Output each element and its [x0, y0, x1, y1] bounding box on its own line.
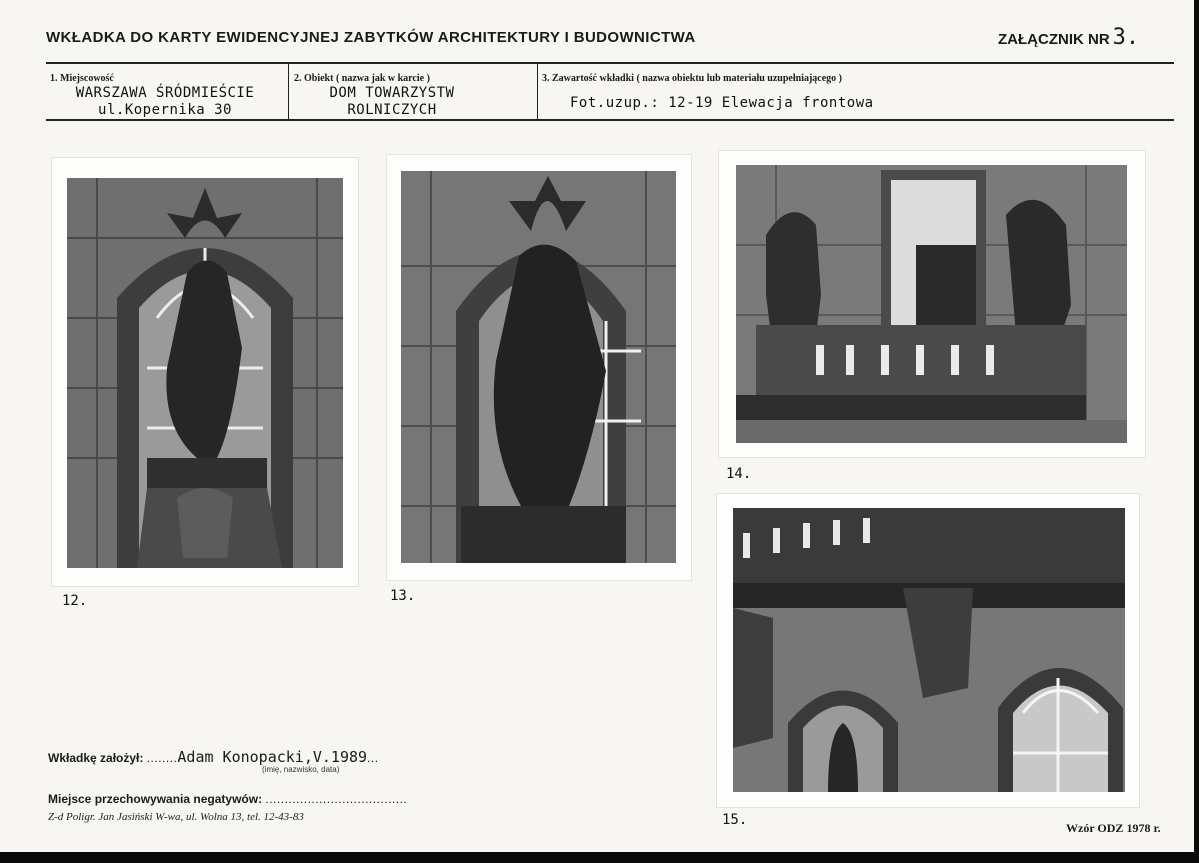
photo-number-15: 15.: [722, 812, 748, 828]
photo-card-12: [52, 158, 358, 586]
negatives-dots: .....................................: [265, 792, 408, 806]
annex-label: [998, 25, 1139, 50]
location-line1: WARSZAWA ŚRÓDMIEŚCIE: [75, 85, 255, 101]
statue-in-window-niche-picture: [401, 171, 676, 563]
author-label: Wkładkę założył:: [48, 751, 144, 765]
statue-in-niche-picture: [67, 178, 343, 568]
annex-label-text: ZAŁĄCZNIK NR: [998, 31, 1110, 48]
negatives-label: Miejsce przechowywania negatywów:: [48, 792, 263, 806]
author-dots-before: ........: [146, 751, 178, 765]
location-label: 1. Miejscowość: [50, 73, 114, 84]
author-dots-after: ...: [367, 751, 379, 765]
form-number: Wzór ODZ 1978 r.: [1066, 821, 1161, 835]
header-bottom-rule: [46, 119, 1174, 121]
photo-number-14: 14.: [726, 466, 752, 482]
content-label: 3. Zawartość wkładki ( nazwa obiektu lub materiału uzupełniającego ): [542, 73, 843, 84]
printer-info: Z-d Poligr. Jan Jasiński W-wa, ul. Wolna 13, tel. 12-43-83: [48, 811, 304, 823]
balcony-with-statues-picture: [736, 165, 1127, 443]
author-value: Adam Konopacki,V.1989: [177, 748, 368, 766]
photo-15-image: [733, 508, 1125, 792]
author-hint: (imię, nazwisko, data): [262, 765, 340, 774]
document-title: WKŁADKA DO KARTY EWIDENCYJNEJ ZABYTKÓW ARCHITEKTURY I BUDOWNICTWA: [46, 29, 696, 46]
content-value: Fot.uzup.: 12-19 Elewacja frontowa: [570, 95, 874, 111]
header-top-rule: [46, 62, 1174, 64]
balcony-underside-and-arches-picture: [733, 508, 1125, 792]
photo-12-image: [67, 178, 343, 568]
photo-number-12: 12.: [62, 593, 88, 609]
annex-number: 3.: [1112, 25, 1140, 50]
photo-card-14: [719, 151, 1145, 457]
photo-13-image: [401, 171, 676, 563]
photo-card-15: [717, 494, 1139, 807]
object-line1: DOM TOWARZYSTW: [329, 85, 455, 101]
photo-card-13: [387, 155, 691, 580]
author-line: [48, 748, 379, 766]
object-label: 2. Obiekt ( nazwa jak w karcie ): [294, 73, 430, 84]
object-line2: ROLNICZYCH: [347, 102, 437, 118]
location-line2: ul.Kopernika 30: [98, 102, 232, 118]
photo-14-image: [736, 165, 1127, 443]
header-divider-1: [288, 63, 289, 120]
photo-number-13: 13.: [390, 588, 416, 604]
negatives-line: [48, 792, 407, 806]
header-divider-2: [537, 63, 538, 120]
